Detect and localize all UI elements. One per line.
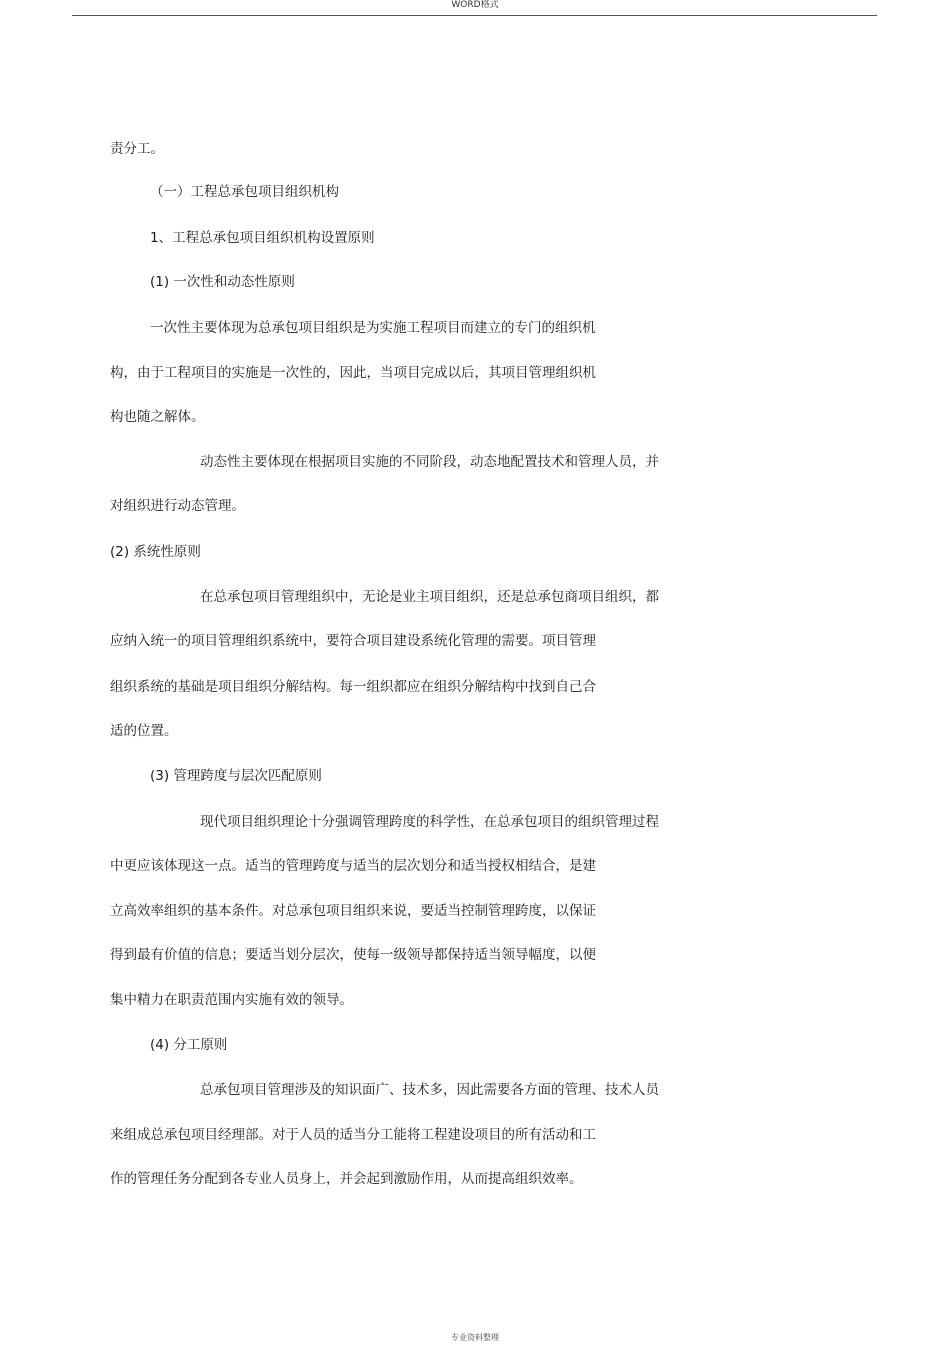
paragraph-line: 一次性主要体现为总承包项目组织是为实施工程项目而建立的专门的组织机 bbox=[150, 320, 596, 336]
paragraph-line: 适的位置。 bbox=[110, 723, 178, 739]
paragraph-line: 来组成总承包项目经理部。对于人员的适当分工能将工程建设项目的所有活动和工 bbox=[110, 1127, 596, 1143]
paragraph-line: 在总承包项目管理组织中，无论是业主项目组织，还是总承包商项目组织，都 bbox=[200, 589, 659, 605]
paragraph-line: 构，由于工程项目的实施是一次性的，因此，当项目完成以后，其项目管理组织机 bbox=[110, 365, 596, 381]
paragraph-line: 现代项目组织理论十分强调管理跨度的科学性，在总承包项目的组织管理过程 bbox=[200, 814, 659, 830]
section-heading: （一）工程总承包项目组织机构 bbox=[150, 184, 339, 200]
header-rule bbox=[72, 15, 877, 16]
principle-heading: (4) 分工原则 bbox=[150, 1037, 228, 1053]
paragraph-line: 中更应该体现这一点。适当的管理跨度与适当的层次划分和适当授权相结合，是建 bbox=[110, 858, 596, 874]
header-text: WORD格式 bbox=[451, 0, 499, 10]
paragraph-line: 构也随之解体。 bbox=[110, 409, 205, 425]
principle-heading: (2) 系统性原则 bbox=[110, 544, 201, 560]
paragraph-line: 得到最有价值的信息；要适当划分层次，使每一级领导都保持适当领导幅度，以便 bbox=[110, 947, 596, 963]
paragraph-line: 总承包项目管理涉及的知识面广、技术多，因此需要各方面的管理、技术人员 bbox=[200, 1082, 659, 1098]
paragraph-line: 责分工。 bbox=[110, 141, 164, 157]
paragraph-line: 组织系统的基础是项目组织分解结构。每一组织都应在组织分解结构中找到自己合 bbox=[110, 679, 596, 695]
page-footer: 专业资料整理 bbox=[451, 1333, 499, 1342]
paragraph-line: 动态性主要体现在根据项目实施的不同阶段，动态地配置技术和管理人员，并 bbox=[200, 454, 659, 470]
paragraph-line: 集中精力在职责范围内实施有效的领导。 bbox=[110, 992, 353, 1008]
principle-heading: (3) 管理跨度与层次匹配原则 bbox=[150, 768, 322, 784]
paragraph-line: 对组织进行动态管理。 bbox=[110, 498, 245, 514]
principle-heading: (1) 一次性和动态性原则 bbox=[150, 274, 295, 290]
subsection-heading: 1、工程总承包项目组织机构设置原则 bbox=[150, 230, 375, 246]
paragraph-line: 作的管理任务分配到各专业人员身上，并会起到激励作用，从而提高组织效率。 bbox=[110, 1171, 583, 1187]
paragraph-line: 立高效率组织的基本条件。对总承包项目组织来说，要适当控制管理跨度，以保证 bbox=[110, 903, 596, 919]
paragraph-line: 应纳入统一的项目管理组织系统中，要符合项目建设系统化管理的需要。项目管理 bbox=[110, 633, 596, 649]
